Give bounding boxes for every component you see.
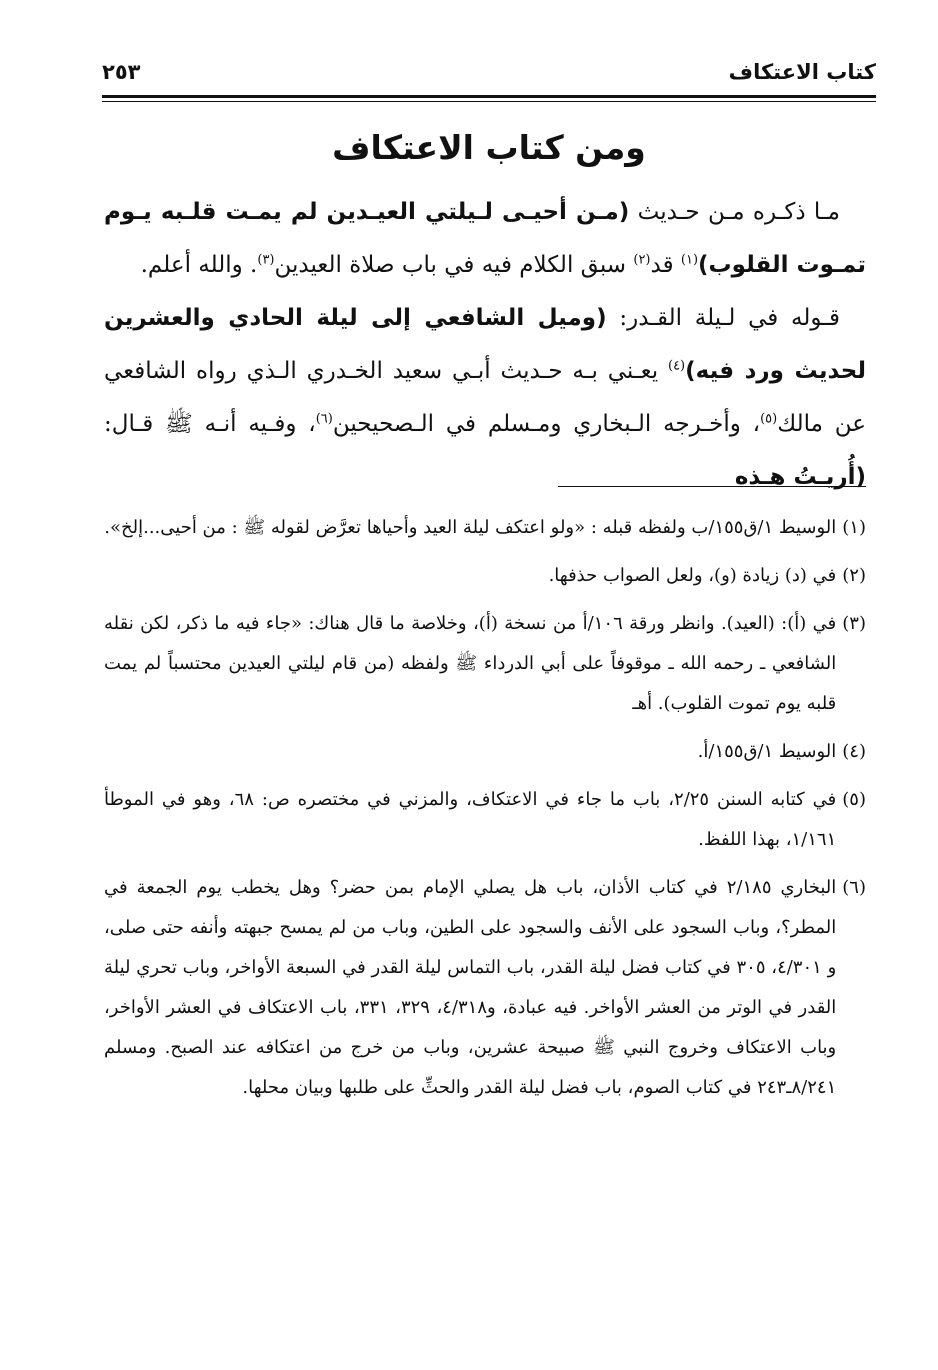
footnote (104, 556, 866, 596)
running-header (102, 60, 876, 90)
text-run: مـا ذكـره مـن حـديث (629, 199, 840, 225)
footnote-ref-4: (٤) (667, 358, 686, 374)
footnote-number: (٦) (842, 877, 866, 898)
footnote-number: (٢) (842, 565, 866, 586)
paragraph-2 (104, 292, 866, 504)
footnote (104, 604, 866, 724)
text-run: قد (650, 252, 681, 278)
footnote (104, 780, 866, 860)
quoted-statement: (وميل الشافعي إلى ليلة الحادي والعشرين لحديث ورد فيه) (104, 305, 866, 384)
hadith-quote: (أُريـتُ هـذه (734, 464, 866, 490)
footnote-ref-2: (٢) (633, 252, 651, 268)
footnotes (104, 508, 866, 1116)
footnote-ref-6: (٦) (315, 411, 333, 427)
text-run: ، وأخـرجه الـبخاري ومـسلم في الـصحيحين (332, 411, 761, 437)
footnote (104, 868, 866, 1108)
footnote-number: (٤) (842, 741, 866, 762)
header-rule-thin (102, 101, 876, 102)
footnote-text: الوسيط ١/ق١٥٥/ب ولفظه قبله : «ولو اعتكف ليلة العيد وأحياها تعرَّض لقوله ﷺ : من أحيى...إلخ». (104, 517, 837, 538)
text-run: سبق الكلام فيه في باب صلاة العيدين (274, 252, 634, 278)
footnote-ref-1: (١) (680, 252, 699, 268)
footnote-text: البخاري ٢/١٨٥ في كتاب الأذان، باب هل يصلي الإمام بمن حضر؟ وهل يخطب يوم الجمعة في المطر؟، وباب السجود على الأنف والسجود على الطين، وباب من لم يمسح جبهته وأنفه حتى صلى، و ٤/٣٠١، ٣٠٥ في كتاب فضل ليلة القدر، باب التماس ليلة القدر في السبعة الأواخر، وباب تحري ليلة القدر في الوتر من العشر الأواخر. فيه عبادة، و٤/٣١٨، ٣٢٩، ٣٣١، باب الاعتكاف في العشر الأواخر، وباب الاعتكاف وخروج النبي ﷺ صبيحة عشرين، وباب من خرج من اعتكافه عند الصبح. ومسلم ٨/٢٤١ـ٢٤٣ في كتاب الصوم، باب فضل ليلة القدر والحثِّ على طلبها وبيان محلها. (104, 877, 837, 1098)
text-run: ، وفـيه أنـه ﷺ قـال: (104, 411, 316, 437)
text-run: يعـني بـه حـديث أبـي سعيد الخـدري الـذي رواه الشافعي عن مالك (104, 358, 866, 437)
footnote (104, 508, 866, 548)
footnote-text: في (د) زيادة (و)، ولعل الصواب حذفها. (548, 565, 837, 586)
hadith-quote: (مـن أحيـى لـيلتي العيـدين لم يمـت قلـبه يـوم تمـوت القلوب) (104, 199, 866, 278)
footnote-number: (١) (842, 517, 866, 538)
footnote-text: الوسيط ١/ق١٥٥/أ. (697, 741, 837, 762)
chapter-title: ومن كتاب الاعتكاف (332, 128, 646, 167)
header-rule-thick (102, 95, 876, 98)
footnote-text: في كتابه السنن ٢/٢٥، باب ما جاء في الاعتكاف، والمزني في مختصره ص: ٦٨، وهو في الموطأ ١/١٦١، بهذا اللفظ. (104, 789, 837, 850)
footnote-text: في (أ): (العيد). وانظر ورقة ١٠٦/أ من نسخة (أ)، وخلاصة ما قال هناك: «جاء فيه ما ذكر، لكن نقله الشافعي ـ رحمه الله ـ موقوفاً على أبي الدرداء ﷺ ولفظه (من قام ليلتي العيدين محتسباً لم يمت قلبه يوم تموت القلوب). أهـ (104, 613, 837, 714)
text-run: قـوله في لـيلة القـدر: (606, 305, 840, 331)
main-text (104, 186, 866, 504)
running-header-title: كتاب الاعتكاف (728, 60, 876, 84)
text-run: . والله أعلم. (140, 252, 258, 278)
footnote-ref-5: (٥) (760, 411, 778, 427)
page-number: ٢٥٣ (102, 60, 141, 84)
footnote-number: (٥) (842, 789, 866, 810)
footnote-divider (558, 486, 866, 487)
footnote (104, 732, 866, 772)
paragraph-1 (104, 186, 866, 292)
footnote-number: (٣) (842, 613, 866, 634)
footnote-ref-3: (٣) (257, 252, 275, 268)
